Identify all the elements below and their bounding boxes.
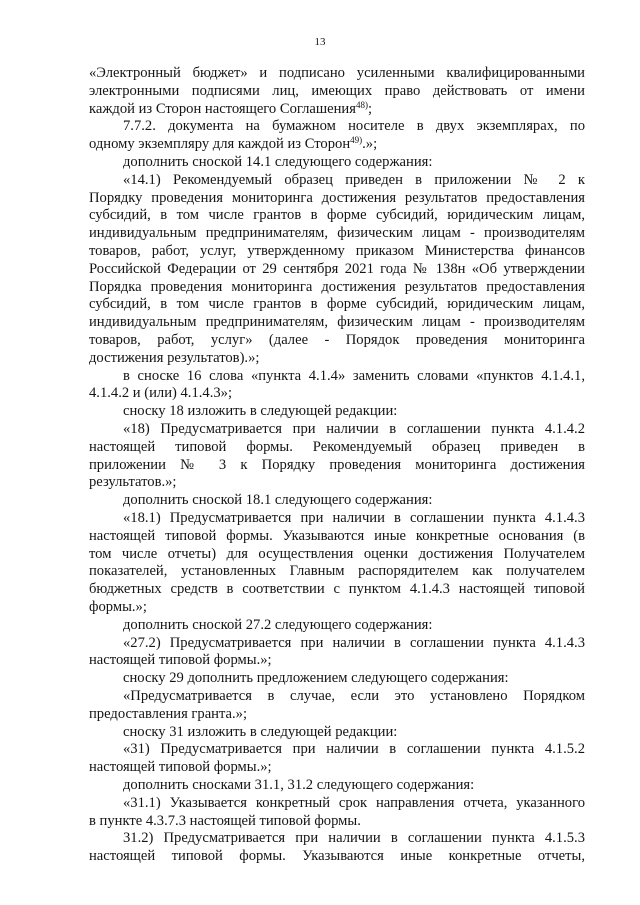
text-line [89, 384, 585, 402]
text-line [89, 295, 585, 313]
text-line-content: субсидий, в том числе грантов в форме субсидий, юридическим лицам, [89, 207, 585, 224]
text-line [89, 473, 585, 491]
text-line [89, 616, 585, 634]
text-line-content: индивидуальным предпринимателям, физическим лицам - производителям [89, 314, 585, 331]
text-line-content: сноску 18 изложить в следующей редакции: [123, 403, 398, 420]
text-line-content: 4.1.4.2 и (или) 4.1.4.3»; [89, 385, 232, 402]
text-line [89, 420, 585, 438]
text-line [89, 260, 585, 278]
text-line [89, 367, 585, 385]
text-line [89, 598, 585, 616]
text-line-content: настоящей типовой формы.»; [89, 652, 272, 669]
text-line [89, 829, 585, 847]
text-line-content: настоящей типовой формы. Рекомендуемый образец приведен в [89, 438, 585, 455]
text-line [89, 562, 585, 580]
text-line [89, 100, 585, 118]
text-line-content: электронными подписями лиц, имеющих право действовать от имени [89, 82, 585, 99]
text-line-content: дополнить сноской 27.2 следующего содержания: [123, 616, 433, 633]
text-line [89, 278, 585, 296]
text-line-content: сноску 29 дополнить предложением следующего содержания: [123, 670, 509, 687]
text-line-content: бюджетных средств в соответствии с пунктом 4.1.4.3 настоящей типовой [89, 581, 585, 598]
text-line [89, 794, 585, 812]
text-line-content: Российской Федерации от 29 сентября 2021 года № 138н «Об утверждении [89, 260, 585, 277]
text-line-content: настоящей типовой формы. Указываются иные конкретные отчеты, [89, 848, 585, 865]
text-line-content: «18.1) Предусматривается при наличии в соглашении пункта 4.1.4.3 [123, 510, 585, 526]
text-line-content: результатов.»; [89, 474, 177, 491]
text-line-content: в пункте 4.3.7.3 настоящей типовой формы. [89, 812, 361, 829]
text-line [89, 634, 585, 652]
text-line-content: «Электронный бюджет» и подписано усиленными квалифицированными [89, 65, 585, 81]
text-line-content: «27.2) Предусматривается при наличии в соглашении пункта 4.1.4.3 [123, 634, 585, 651]
text-line-content: «31) Предусматривается при наличии в соглашении пункта 4.1.5.2 [123, 741, 585, 758]
text-line [89, 313, 585, 331]
text-line-content: «Предусматривается в случае, если это установлено Порядком [123, 688, 585, 704]
text-line-content: формы.»; [89, 599, 147, 615]
text-line-content: достижения результатов).»; [89, 349, 260, 366]
footnote-ref: 49) [350, 135, 363, 146]
text-line-content: 31.2) Предусматривается при наличии в соглашении пункта 4.1.5.3 [123, 830, 585, 847]
text-line [89, 438, 585, 456]
text-line-content: Порядку проведения мониторинга достижения результатов предоставления [89, 189, 585, 206]
text-line-content: Порядка проведения мониторинга достижения результатов предоставления [89, 278, 585, 295]
text-line-content: субсидий, в том числе грантов в форме субсидий, юридическим лицам, [89, 296, 585, 313]
text-line-content: «31.1) Указывается конкретный срок направления отчета, указанного [123, 794, 585, 811]
text-line [89, 224, 585, 242]
text-line [89, 687, 585, 705]
text-line-content: товаров, работ, услуг, утвержденному приказом Министерства финансов [89, 243, 585, 259]
text-line [89, 491, 585, 509]
text-line-content: в сноске 16 слова «пункта 4.1.4» заменить словами «пунктов 4.1.4.1, [123, 367, 585, 384]
text-line-content: индивидуальным предпринимателям, физическим лицам - производителям [89, 225, 585, 242]
text-line-content: дополнить сноской 14.1 следующего содержания: [123, 154, 433, 170]
text-line-content: «14.1) Рекомендуемый образец приведен в приложении № 2 к [123, 171, 585, 188]
text-line [89, 847, 585, 865]
text-line-content: дополнить сноской 18.1 следующего содержания: [123, 492, 433, 509]
text-line [89, 651, 585, 669]
text-line-suffix: ; [367, 100, 373, 117]
text-line-content: одному экземпляру для каждой из Сторон [89, 136, 351, 153]
text-line [89, 776, 585, 794]
text-line-content: настоящей типовой формы. Указываются иные конкретные основания (в [89, 527, 585, 544]
text-line [89, 331, 585, 349]
text-line [89, 812, 585, 830]
text-line-content: настоящей типовой формы.»; [89, 759, 272, 776]
text-line-content: сноску 31 изложить в следующей редакции: [123, 723, 398, 740]
page-number: 13 [314, 36, 326, 48]
text-line [89, 740, 585, 758]
footnote-ref: 48) [355, 99, 368, 110]
text-line [89, 758, 585, 776]
text-line [89, 580, 585, 598]
text-line [89, 206, 585, 224]
text-line-content: каждой из Сторон настоящего Соглашения [89, 100, 356, 117]
text-line-content: предоставления гранта.»; [89, 705, 248, 722]
text-line [89, 669, 585, 687]
text-line [89, 527, 585, 545]
text-line-content: приложении № 3 к Порядку проведения мониторинга достижения [89, 456, 585, 473]
text-line-suffix: .»; [362, 136, 378, 153]
text-line [89, 117, 585, 135]
text-line-content: 7.7.2. документа на бумажном носителе в двух экземплярах, по [123, 118, 585, 135]
text-line [89, 64, 585, 82]
text-line [89, 171, 585, 189]
text-line [89, 402, 585, 420]
text-line [89, 153, 585, 171]
text-line [89, 242, 585, 260]
text-line-content: дополнить сносками 31.1, 31.2 следующего содержания: [123, 777, 475, 793]
text-line-content: товаров, работ, услуг» (далее - Порядок проведения мониторинга [89, 332, 585, 348]
text-line [89, 723, 585, 741]
text-line [89, 456, 585, 474]
text-line [89, 189, 585, 207]
text-line [89, 545, 585, 563]
text-line [89, 349, 585, 367]
text-line-content: том числе отчеты) для осуществления оценки достижения Получателем [89, 545, 585, 562]
text-line-content: показателей, установленных Главным распорядителем как получателем [89, 563, 585, 580]
text-line [89, 82, 585, 100]
text-line-content: «18) Предусматривается при наличии в соглашении пункта 4.1.4.2 [123, 421, 585, 437]
text-line [89, 509, 585, 527]
text-line [89, 705, 585, 723]
text-line [89, 135, 585, 153]
